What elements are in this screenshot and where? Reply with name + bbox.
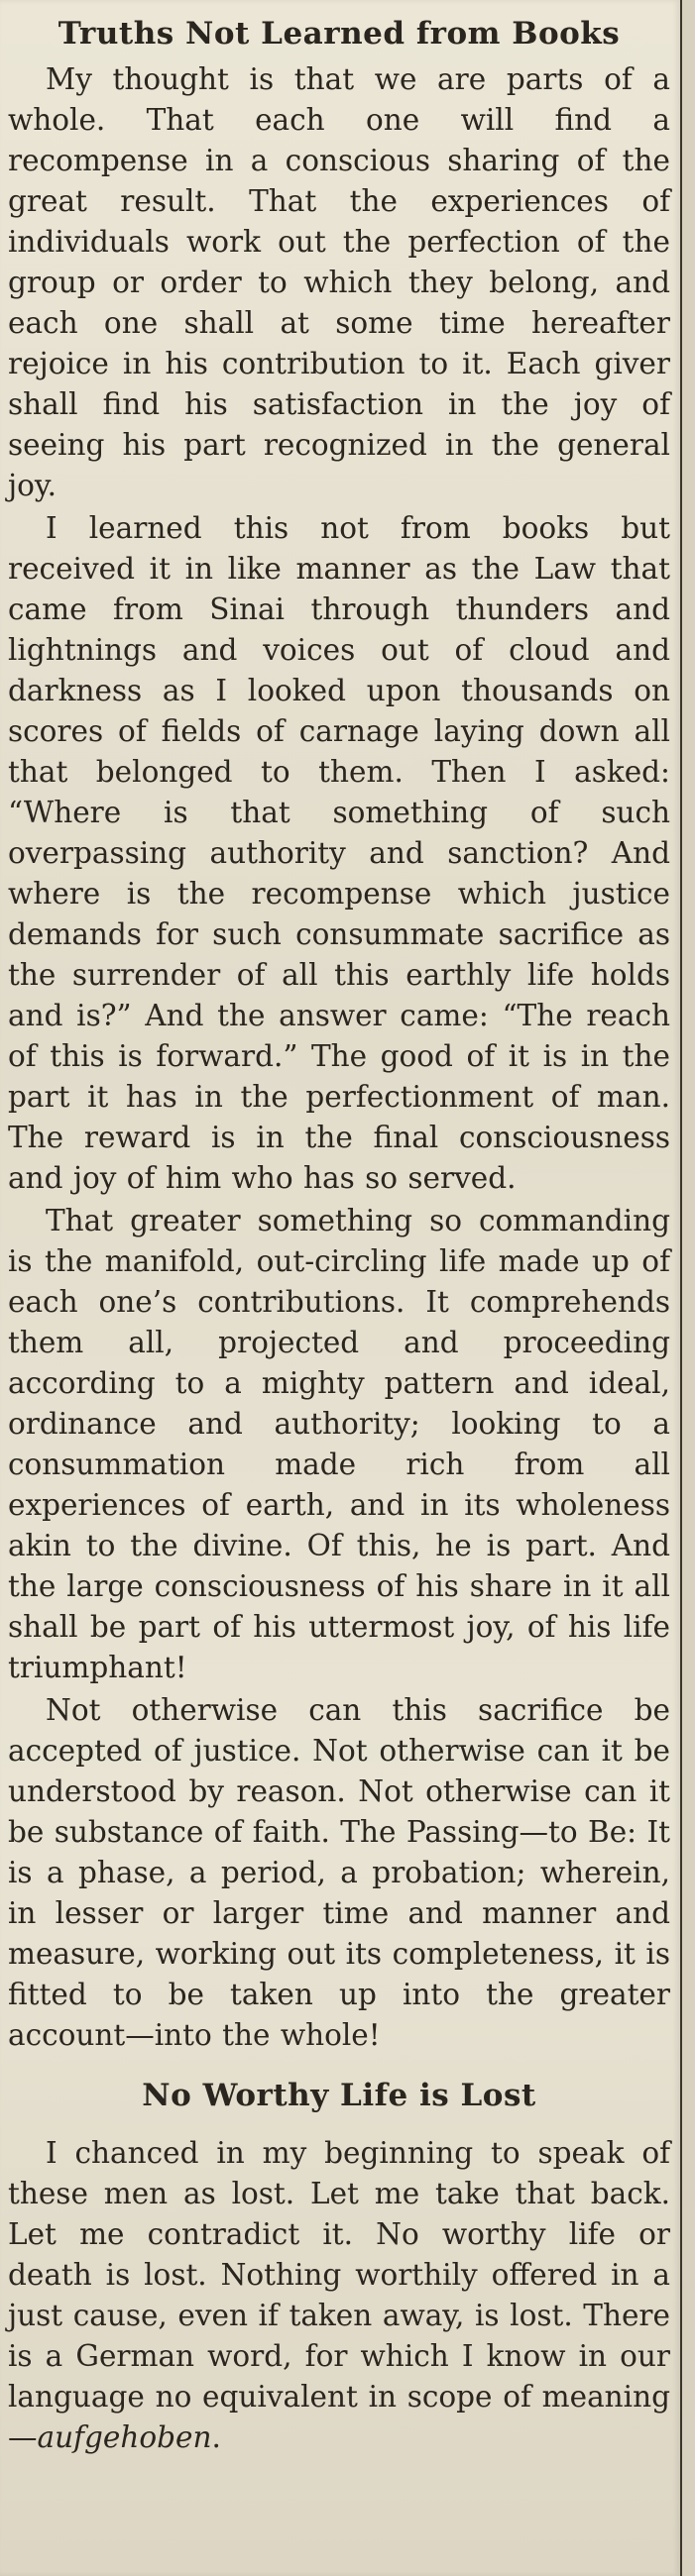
paragraph-4: Not otherwise can this sacrifice be accepted of justice. Not otherwise can it be understood by reason. Not otherwise can it be substance of faith. The Passing—to Be: It is a phase, a period, a probation; wherein, in lesser or larger time and manner and measure, working out its completeness, it is fitted to be taken up into the greater account—into the whole! xyxy=(8,1693,670,2052)
paragraph-3: That greater something so commanding is the manifold, out-circling life made up of each one’s contributions. It comprehends them all, projected and proceeding according to a mighty pattern and ideal, ordinance and authority; looking to a consummation made rich from all experiences of earth, and in its wholeness akin to the divine. Of this, he is part. And the large consciousness of his share in it all shall be part of his uttermost joy, of his life triumphant! xyxy=(8,1204,670,1684)
section-heading-truths: Truths Not Learned from Books xyxy=(58,16,621,52)
paragraph-5-italic-word: aufgehoben xyxy=(37,2420,212,2454)
paragraph-5-text: I chanced in my beginning to speak of these men as lost. Let me take that back. Let me contradict it. No worthy life or death is lost. Nothing worthily offered in a just cause, even if taken away, is lost. There is a German word, for which I know in our language no equivalent in scope of meaning— xyxy=(8,2136,670,2454)
paragraph-5-end: . xyxy=(211,2420,221,2454)
adjacent-column-edge xyxy=(680,0,695,2576)
paragraph-1: My thought is that we are parts of a whole. That each one will find a recompense in a conscious sharing of the great result. That the experiences of individuals work out the perfection of the group or order to which they belong, and each one shall at some time hereafter rejoice in his contribution to it. Each giver shall find his satisfaction in the joy of seeing his part recognized in the general joy. xyxy=(8,62,670,502)
paragraph-2: I learned this not from books but received it in like manner as the Law that came from Sinai through thunders and lightnings and voices out of cloud and darkness as I looked upon thousands on scores of fields of carnage laying down all that belonged to them. Then I asked: “Where is that something of such overpassing authority and sanction? And where is the recompense which justice demands for such consummate sacrifice as the surrender of all this earthly life holds and is?” And the answer came: “The reach of this is forward.” The good of it is in the part it has in the perfectionment of man. The reward is in the final consciousness and joy of him who has so served. xyxy=(8,511,670,1195)
paragraph-5 xyxy=(8,2133,670,2458)
section-heading-no-worthy-life: No Worthy Life is Lost xyxy=(142,2078,536,2113)
article-column xyxy=(8,8,670,2458)
